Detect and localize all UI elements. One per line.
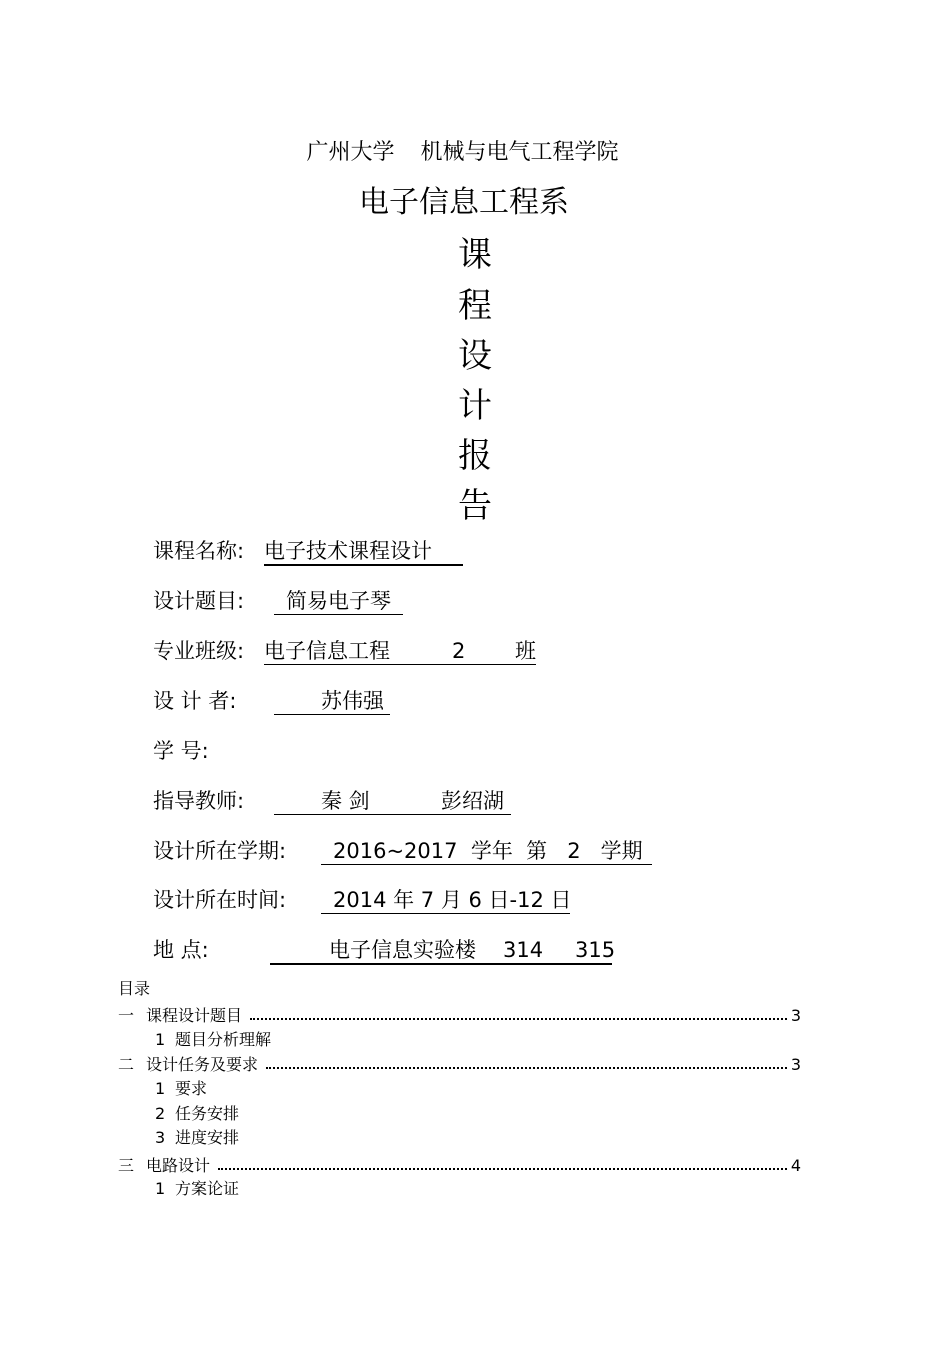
toc-sub-2-2-text: 任务安排 <box>175 1104 240 1123</box>
semester-label: 设计所在学期: <box>153 839 287 863</box>
semester-text: 2016~2017 学年 第 2 学期 <box>333 839 643 863</box>
toc-section-1-page: 3 <box>790 1006 801 1025</box>
semester-value <box>321 841 652 865</box>
toc-section-3-page: 4 <box>790 1156 801 1175</box>
toc-section-2-text: 设计任务及要求 <box>146 1055 259 1074</box>
student-id-label: 学 号: <box>153 739 209 763</box>
advisor-name-1: 秦 剑 <box>321 789 370 813</box>
toc-section-2-page: 3 <box>790 1055 801 1074</box>
toc-sub-2-2[interactable] <box>155 1106 239 1122</box>
toc-sub-2-1[interactable] <box>155 1081 207 1097</box>
toc-sub-2-3-num: 3 <box>155 1128 166 1147</box>
topic-value <box>274 591 403 615</box>
toc-section-1-text: 课程设计题目 <box>146 1006 243 1025</box>
title-char-5: 报 <box>458 436 492 476</box>
time-label: 设计所在时间: <box>153 888 287 912</box>
toc-section-1-num: 一 <box>118 1006 135 1025</box>
toc-section-3-num: 三 <box>118 1156 135 1175</box>
designer-label: 设 计 者: <box>153 689 237 713</box>
title-char-6: 告 <box>458 486 492 526</box>
toc-section-3-text: 电路设计 <box>146 1156 211 1175</box>
designer-name: 苏伟强 <box>321 689 384 713</box>
topic-label: 设计题目: <box>153 589 245 613</box>
toc-title: 目录 <box>118 979 151 998</box>
title-char-3: 设 <box>458 336 492 376</box>
course-name-text: 电子技术课程设计 <box>264 539 432 563</box>
designer-value <box>274 691 390 715</box>
toc-leader-dots <box>218 1167 787 1170</box>
toc-sub-3-1[interactable] <box>155 1181 239 1197</box>
location-room-1: 314 <box>503 938 544 962</box>
toc-section-1[interactable] <box>118 1004 801 1024</box>
toc-leader-dots <box>266 1066 787 1069</box>
class-number: 2 <box>452 639 466 663</box>
class-label: 专业班级: <box>153 639 245 663</box>
time-text: 2014 年 7 月 6 日-12 日 <box>333 888 572 912</box>
toc-section-2-num: 二 <box>118 1055 135 1074</box>
advisor-label: 指导教师: <box>153 789 245 813</box>
toc-sub-1-1-text: 题目分析理解 <box>175 1030 272 1049</box>
toc-sub-2-1-num: 1 <box>155 1079 166 1098</box>
toc-sub-1-1[interactable] <box>155 1032 271 1048</box>
location-building: 电子信息实验楼 <box>329 938 476 962</box>
location-label: 地 点: <box>153 938 209 962</box>
location-value <box>270 938 616 965</box>
toc-section-2[interactable] <box>118 1053 801 1073</box>
toc-leader-dots <box>250 1017 787 1020</box>
toc-sub-3-1-text: 方案论证 <box>175 1179 240 1198</box>
title-char-1: 课 <box>458 235 492 275</box>
title-char-2: 程 <box>458 286 492 326</box>
toc-sub-2-3[interactable] <box>155 1130 239 1146</box>
toc-section-3[interactable] <box>118 1154 801 1174</box>
toc-sub-2-2-num: 2 <box>155 1104 166 1123</box>
course-name-label: 课程名称: <box>153 539 245 563</box>
university-header <box>0 142 925 164</box>
course-name-value <box>264 541 463 566</box>
college-name: 机械与电气工程学院 <box>420 140 619 165</box>
toc-sub-2-1-text: 要求 <box>175 1079 208 1098</box>
class-value <box>264 641 536 665</box>
toc-sub-1-1-num: 1 <box>155 1030 166 1049</box>
department-title: 电子信息工程系 <box>359 185 569 220</box>
advisor-name-2: 彭绍湖 <box>441 789 504 813</box>
time-value <box>321 890 570 914</box>
university-name: 广州大学 <box>306 140 395 165</box>
toc-sub-2-3-text: 进度安排 <box>175 1128 240 1147</box>
topic-text: 简易电子琴 <box>286 589 391 613</box>
toc-sub-3-1-num: 1 <box>155 1179 166 1198</box>
class-major: 电子信息工程 <box>264 639 390 663</box>
title-char-4: 计 <box>458 386 492 426</box>
location-room-2: 315 <box>575 938 616 962</box>
advisor-value <box>274 791 511 815</box>
class-unit: 班 <box>515 639 536 663</box>
